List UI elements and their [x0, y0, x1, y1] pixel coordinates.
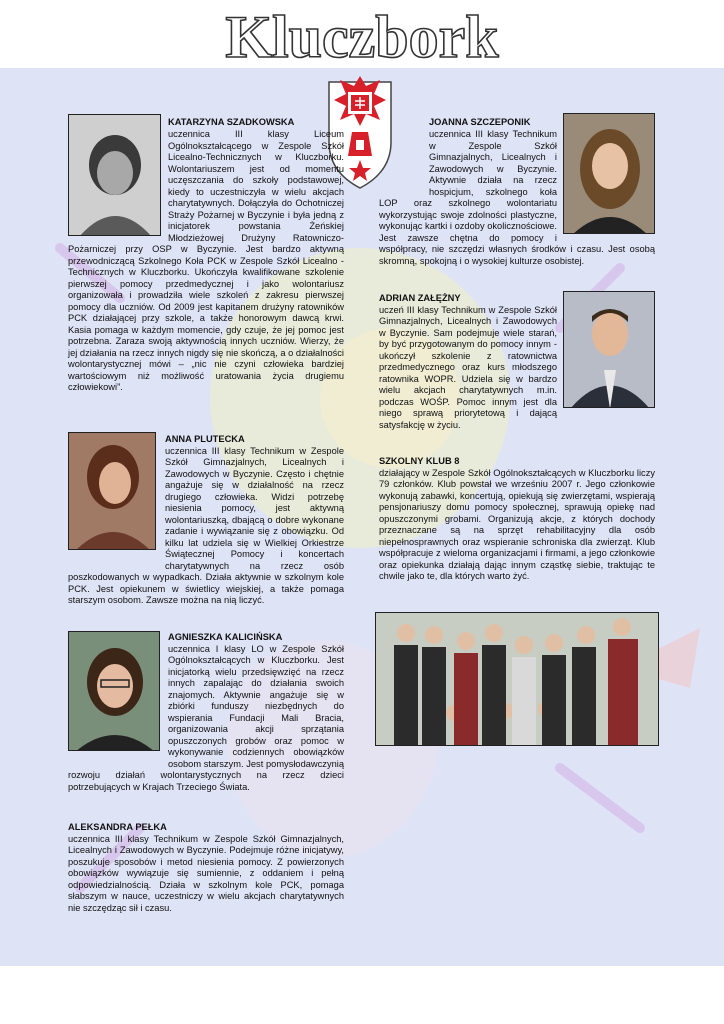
float-spacer [68, 129, 168, 237]
page-title: Kluczbork [225, 4, 499, 66]
profile-bio: uczeń III klasy Technikum w Zespole Szkół Gimnazjalnych, Licealnych i Zawodowych w Byczynie. Sam podejmuje wiele starań, by być przygotowanym do pomocy innym - ukończył szkolenie z ratownictwa przedmedycznego oraz kurs młodszego ratownika WOPR. Udziela się w bardzo wielu akcjach charytatywnych m.in. podczas WOŚP. Pomoc innym jest dla niego sprawą priorytetową i dającą satysfakcję w życiu. [379, 304, 557, 430]
float-spacer [68, 434, 165, 562]
profile-szczeponik-name [379, 117, 557, 129]
profile-kalicinska [68, 632, 344, 793]
profile-bio: uczennica III klasy Technikum w Zespole Szkół Gimnazjalnych, Licealnych i Zawodowych w Byczynie. Podejmuje różne inicjatywy, poszukuje sposobów i metod niesienia pomocy. Z powierzonych obowiązków wywiązuje się sumiennie, z oddaniem i pełną odpowiedzialnością. Działa w szkolnym kole PCK, pomaga słabszym w nauce, uczestniczy w wielu akcjach charytatywnych nie szczędząc sił i czasu. [68, 833, 344, 913]
float-spacer [557, 293, 655, 409]
profile-bio: uczennica III klasy Technikum w Zespole Szkół Gimnazjalnych, Licealnych i Zawodowych w Byczynie. Aktywnie działa na rzecz hospicjum, szkolnego koła LOP oraz szkolnego wolontariatu wykorzystując swoje zdolności plastyczne, wykonując kartki i ozdoby okolicznościowe. Jest zawsze chętna do pomocy i współpracy, nie szczędzi własnych środków i czasu. Jest osobą skromną, spokojną i o wysokiej kulturze osobistej. [379, 129, 655, 266]
profile-name: SZKOLNY KLUB 8 [379, 456, 460, 466]
float-spacer [557, 129, 655, 235]
profile-klub8 [379, 456, 655, 583]
photo-szkolny-klub-8-group [375, 612, 659, 746]
page-title-graphic [190, 2, 534, 66]
profile-bio: uczennica III klasy Technikum w Zespole Szkół Gimnazjalnych, Licealnych i Zawodowych w Byczynie. Często i chętnie angażuje się w działalność na rzecz drugiego człowieka. Widzi potrzebę niesienia pomocy, jest aktywną wolontariuszką, dbającą o dobre wykonane zadanie i wywiązanie się z obowiązku. Od kilku lat udziela się w Wielkiej Orkiestrze Świątecznej Pomocy i koncertach charytatywnych na rzecz osób poszkodowanych w wypadkach. Działa aktywnie w szkolnym kole PCK. Jest opiekunem w świetlicy wiejskiej, a także pomaga starszym osobom. Zawsze można na nią liczyć. [68, 445, 344, 605]
profile-szadkowska-top [168, 117, 344, 129]
profile-bio: uczennica III klasy Liceum Ogólnokształcącego w Zespole Szkół Licealno-Technicznych w Kluczborku. Wolontariuszem jest od momentu uczęszczania do szkoły podstawowej, kiedy to uczestniczyła w wielu akcjach charytatywnych. Dołączyła do Ochotniczej Straży Pożarnej w Byczynie i była jedną z inicjatorek powstania Żeńskiej Młodzieżowej Drużyny Ratowniczo-Pożarniczej przy OSP w Byczynie. Jest bardzo aktywną przewodniczącą Szkolnego Koła PCK w Zespole Szkół Licealno - Technicznych w Kluczborku. Ukończyła kwalifikowane szkolenie pierwszej pomocy przedmedycznej i jako wolontariusz organizowała i prowadziła wiele szkoleń z zakresu pierwszej pomocy dla uczniów. Od 2009 jest kapitanem drużyny ratowników PCK działającej przy szkole, a także honorowym dawcą krwi. Kasia pomaga w każdym momencie, gdy czuje, że jej pomoc jest potrzebna. Zaraza swoją aktywnością innych uczniów. Wierzy, że jej działania na rzecz innych nigdy się nie skończą, a o działalności wolontarystycznej mówi – „nic nie czyni człowieka bardziej wartościowym niż możliwość uratowania życia drugiemu człowiekowi”. [68, 129, 344, 392]
profile-szczeponik [379, 129, 655, 267]
profile-plutecka [68, 434, 344, 607]
profile-name: KATARZYNA SZADKOWSKA [168, 117, 295, 127]
profile-pelka [68, 822, 344, 914]
profile-name: AGNIESZKA KALICIŃSKA [168, 632, 283, 642]
profile-name: ANNA PLUTECKA [165, 434, 245, 444]
profile-name: JOANNA SZCZEPONIK [429, 117, 531, 127]
header [0, 0, 724, 68]
profile-name: ADRIAN ZAŁĘŻNY [379, 293, 461, 303]
profile-szadkowska [68, 129, 344, 394]
profile-bio: uczennica I klasy LO w Zespole Szkół Ogólnokształcących w Kluczborku. Jest inicjatorką wielu przedsięwzięć na rzecz innych zapalając do działania swoich znajomych. Aktywnie angażuje się w zbiórki funduszy niezbędnych do wspierania Fundacji Mali Bracia, organizowania akcji sprzątania opuszczonych grobów oraz pomoc w wykonywanie codziennych obowiązków osobom starszym. Jest pomysłodawczynią rozwoju działań wolontarystycznych na rzecz dzieci potrzebujących w Krajach Trzeciego Świata. [68, 643, 344, 792]
profile-zalezny [379, 293, 655, 431]
float-spacer [68, 632, 168, 762]
crest-spacer [379, 129, 429, 187]
profile-bio: działający w Zespole Szkół Ogólnokształcących w Kluczborku liczy 79 członków. Klub powstał we wrześniu 2007 r. Jego członkowie wykonują zabawki, koncertują, opiekują się zwierzętami, wspierają pensjonariuszy domu pomocy społecznej, sprawują opiekę nad opuszczonymi grobami. Organizują akcje, z których dochody przeznaczane są na sprzęt rehabilitacyjny dla osób niepełnosprawnych oraz wspieranie schroniska dla zwierząt. Klub współpracuje z wieloma organizacjami i firmami, a jego członkowie oraz opiekunka działają dając innym cząstkę siebie, traktując te chwile jako te, dla których warto żyć. [379, 467, 655, 581]
profile-name: ALEKSANDRA PEŁKA [68, 822, 167, 832]
